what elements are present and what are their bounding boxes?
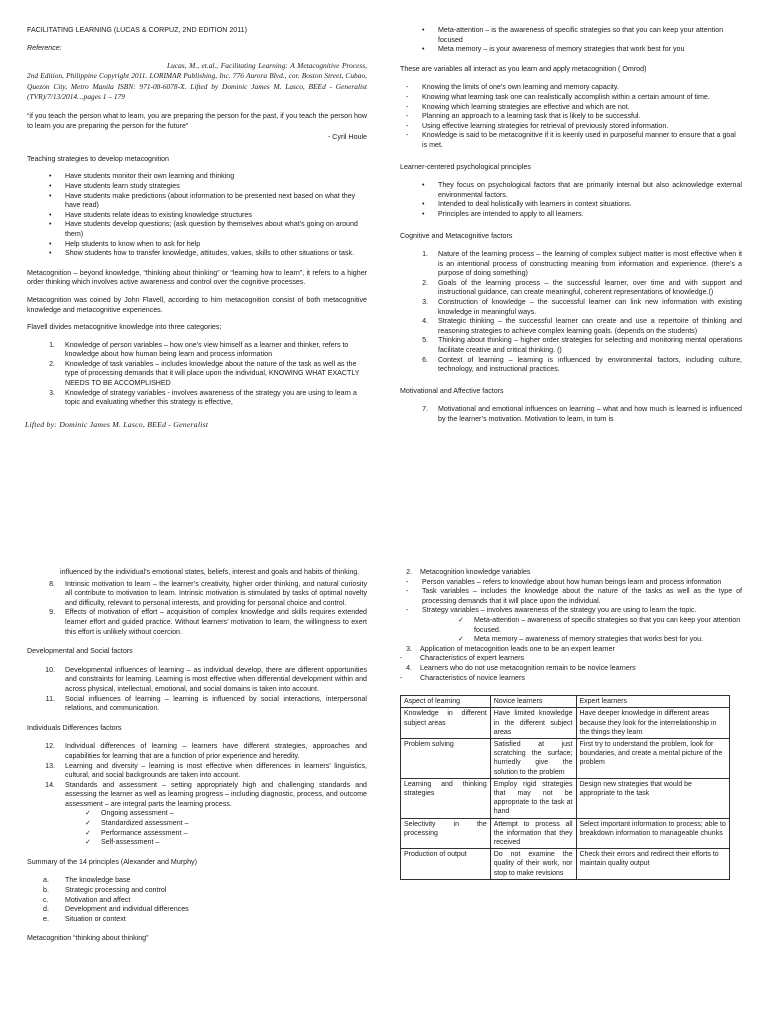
list-item: - Strategy variables – involves awareness of the strategy you are using to learn the topic. xyxy=(406,606,697,615)
quote-author: - Cyril Houle xyxy=(327,133,367,142)
list-item: • Help students to know when to ask for help xyxy=(49,239,201,248)
list-item: - Knowing what learning task one can realistically accomplish within a certain amount of time. xyxy=(406,92,710,101)
list-item: 2. Knowledge of task variables – includes knowledge about the nature of the task as well as the type of processing demands that it will place upon the individual, KNOWING WHAT EXACTLY NEEDS TO BE ACCOMPLISHED xyxy=(49,359,360,388)
list-item: 4. Strategic thinking – the successful learner can create and use a repertoire of thinking and reasoning strategies to achieve complex learning goals. (depends on the students) xyxy=(422,317,742,335)
learners-comparison-table xyxy=(400,695,730,880)
individual-differences-list xyxy=(27,742,367,809)
flavell-heading: Flavell divides metacognitive knowledge into three categories; xyxy=(27,323,222,332)
list-item: • Have students monitor their own learning and thinking xyxy=(49,172,235,181)
list-item: • Have students develop questions; (ask question by themselves about what’s going on around them) xyxy=(49,220,358,238)
table-cell: Satisfied at just scratching the surface; hurriedly give the solution to the problem xyxy=(490,738,576,778)
table-row xyxy=(401,738,730,778)
list-item: ✓ Standardized assessment – xyxy=(85,819,189,828)
table-header-row xyxy=(401,696,730,708)
table-cell: Learning and thinking strategies xyxy=(401,778,491,818)
list-item: 6. Context of learning – learning is influenced by environmental factors, including culture, technology, and instructional practices. xyxy=(422,355,742,374)
list-item: 3. Application of metacognition leads one to be an expert learner xyxy=(406,644,615,653)
list-item: e. Situation or context xyxy=(43,914,126,923)
list-item: • Meta memory – is your awareness of memory strategies that work best for you xyxy=(422,45,685,54)
list-item: • Have students learn study strategies xyxy=(49,181,180,190)
assessment-list xyxy=(27,809,367,847)
list-item: ✓ Meta memory – awareness of memory strategies that works best for you. xyxy=(458,635,704,644)
flavell-categories-list xyxy=(27,341,367,408)
table-header-cell: Expert learners xyxy=(576,696,730,708)
motivational-factors-list xyxy=(400,405,742,424)
cognitive-factors-list xyxy=(400,250,742,375)
metacognition-definition: Metacognition – beyond knowledge, “thinking about thinking” or “learning how to learn”, it refers to a higher order thinking which involves active awareness and control over the cognitive processes. xyxy=(27,268,367,287)
list-item: 8. Intrinsic motivation to learn – the learner’s creativity, higher order thinking, and natural curiosity all contribute to motivation to learn. Intrinsic motivation is stimulated by tasks of optimal novelty and difficulty, relevant to personal interests, and providing for personal choice and control. xyxy=(49,579,367,607)
table-cell: Knowledge in different subject areas xyxy=(401,708,491,739)
list-item: d. Development and individual differences xyxy=(43,905,189,914)
learner-centered-heading: Learner-centered psychological principles xyxy=(400,162,531,171)
metacognition-heading: Metacognition “thinking about thinking” xyxy=(27,934,149,943)
table-cell: Production of output xyxy=(401,849,491,880)
expert-char-list xyxy=(400,654,742,664)
table-cell: Check their errors and redirect their efforts to maintain quality output xyxy=(576,849,730,880)
continuation-text: influenced by the individual’s emotional states, beliefs, interest and goals and habits of thinking. xyxy=(60,568,360,576)
list-item: - Characteristics of novice learners xyxy=(400,673,525,682)
list-item: - Knowledge is said to be metacognitive if it is keenly used in purposeful manner to ensure that a goal is met. xyxy=(406,131,736,149)
table-cell: Problem solving xyxy=(401,738,491,778)
table-header-cell: Aspect of learning xyxy=(401,696,491,708)
teaching-strategies-heading: Teaching strategies to develop metacognition xyxy=(27,154,169,163)
list-item: - Using effective learning strategies for retrieval of previously stored information. xyxy=(406,121,669,130)
intrinsic-motivation-list xyxy=(27,580,367,638)
list-item: 2. Goals of the learning process – the successful learner, over time and with support and instructional guidance, can create meaningful, coherent representations of knowledge.() xyxy=(422,278,742,297)
table-row xyxy=(401,849,730,880)
summary-heading: Summary of the 14 principles (Alexander and Murphy) xyxy=(27,857,197,866)
footer-credit: Lifted by: Dominic James M. Lasco, BEEd - Generalist xyxy=(25,419,209,429)
meta-items-list xyxy=(400,26,742,55)
summary-list xyxy=(27,876,367,924)
list-item: 11. Social influences of learning – learning is influenced by social interactions, interpersonal relations, and communication. xyxy=(45,694,367,713)
list-item: b. Strategic processing and control xyxy=(43,886,167,895)
list-item: a. The knowledge base xyxy=(43,876,131,885)
point-4-list xyxy=(400,664,742,674)
list-item: • Meta-attention – is the awareness of specific strategies so that you can keep your attention focused xyxy=(422,26,724,44)
list-item: 12. Individual differences of learning – learners have different strategies, approaches and capabilities for learning that are a function of prior experience and heredity. xyxy=(45,742,367,760)
list-item: 1. Nature of the learning process – the learning of complex subject matter is most effective when it is an intentional process of constructing meaning from information and experience. (there’s a purpose of doing something) xyxy=(422,250,742,278)
page2-right-column xyxy=(400,568,742,880)
knowledge-variables-list xyxy=(400,578,742,616)
list-item: - Person variables – refers to knowledge about how human beings learn and process information xyxy=(406,577,722,586)
list-item: 9. Effects of motivation of effort – acquisition of complex knowledge and skills requires extended learner effort and guided practice. Without learners’ motivation to learn, the willingness to exert this effort is unlikely without coercion. xyxy=(49,608,367,636)
page1-right-column xyxy=(400,26,742,432)
motivational-factors-heading: Motivational and Affective factors xyxy=(400,386,504,395)
table-cell: First try to understand the problem, look for boundaries, and create a mental picture of the problem xyxy=(576,738,730,778)
quote-text: “if you teach the person what to learn, you are preparing the person for the past, if you teach the person how to learn you are preparing the person for the future” xyxy=(27,112,367,130)
list-item: - Planning an approach to a learning task that is likely to be successful. xyxy=(406,112,641,121)
list-item: 4. Learners who do not use metacognition remain to be novice learners xyxy=(406,663,636,672)
list-item: 10. Developmental influences of learning – as individual develop, there are different opportunities and constraints for learning. Learning is most effective when differential development within and across physical, intellectual, emotional, and social domains is taken into account. xyxy=(45,665,367,693)
table-header-cell: Novice learners xyxy=(490,696,576,708)
list-item: 13. Learning and diversity – learning is most effective when differences in learners’ linguistics, cultural, and social backgrounds are taken into account. xyxy=(45,761,367,780)
table-row xyxy=(401,708,730,739)
list-item: • Have students relate ideas to existing knowledge structures xyxy=(49,210,252,219)
novice-char-list xyxy=(400,674,742,684)
list-item: • Intended to deal holistically with learners in context situations. xyxy=(422,200,632,209)
list-item: ✓ Meta-attention – awareness of specific strategies so that you can keep your attention focused. xyxy=(458,615,741,634)
table-cell: Select important information to process; able to breakdown information to manageable chunks xyxy=(576,818,730,849)
teaching-strategies-list xyxy=(27,172,367,258)
cognitive-factors-heading: Cognitive and Metacognitive factors xyxy=(400,231,513,240)
variables-heading: These are variables all interact as you learn and apply metacognition ( Omrod) xyxy=(400,64,647,73)
list-item: 3. Knowledge of strategy variables - involves awareness of the strategy you are using to learn a topic and evaluating whether this strategy is effective, xyxy=(49,388,357,407)
list-item: 5. Thinking about thinking – higher order strategies for selecting and monitoring mental operations facilitate creative and critical thinking. () xyxy=(422,336,742,355)
list-item: • Have students make predictions (about information to be presented next based on what they have read) xyxy=(49,191,356,210)
list-item: • Principles are intended to apply to all learners. xyxy=(422,209,584,218)
point-3-list xyxy=(400,645,742,655)
list-item: c. Motivation and affect xyxy=(43,895,131,904)
list-item: - Knowing the limits of one’s own learning and memory capacity. xyxy=(406,83,619,92)
learner-principles-list xyxy=(400,181,742,219)
developmental-heading: Developmental and Social factors xyxy=(27,647,133,656)
list-item: 14. Standards and assessment – setting appropriately high and challenging standards and assessing the learner as well as learning progress – including diagnostic, process, and outcome assessment – are integral parts the learning process. xyxy=(45,780,367,808)
variables-list xyxy=(400,83,742,150)
document-title: FACILITATING LEARNING (LUCAS & CORPUZ, 2ND EDITION 2011) xyxy=(27,26,247,34)
list-item: ✓ Performance assessment – xyxy=(85,828,188,837)
flavell-paragraph: Metacognition was coined by John Flavell, according to him metacognition consist of both metacognitive knowledge and metacognitive experiences. xyxy=(27,295,367,314)
list-item: - Knowing which learning strategies are effective and which are not. xyxy=(406,102,630,111)
list-item: - Characteristics of expert learners xyxy=(400,654,525,663)
table-cell: Employ rigid strategies that may not be appropriate to the task at hand xyxy=(490,778,576,818)
list-item: ✓ Ongoing assessment – xyxy=(85,809,174,818)
page1-left-column xyxy=(27,26,367,429)
table-cell: Do not examine the quality of their work, nor stop to make revisions xyxy=(490,849,576,880)
table-cell: Attempt to process all the information that they received xyxy=(490,818,576,849)
table-row xyxy=(401,818,730,849)
reference-text: Lucas, M., et.al., Facilitating Learning: A Metacognitive Process, 2nd Edition, Philippine Copyright 2011. LORIMAR Publishing, Inc. 776 Aurora Blvd., cor. Boston Street, Cubao, Quezon City, Metro Manila ISBN: 971-08-6078-X. Lifted by Dominic James M. Lasco, BEEd - Generalist (TVR)/7/13/2014…pages 1 – 179 xyxy=(27,61,367,101)
list-item: • They focus on psychological factors that are primarily internal but also acknowledge external environmental factors. xyxy=(422,181,742,199)
table-row xyxy=(401,778,730,818)
list-item: - Task variables – includes the knowledge about the nature of the tasks as well as the type of processing demands that it will place upon the individual. xyxy=(406,587,742,605)
table-cell: Selectivity in the processing xyxy=(401,818,491,849)
meta-strategies-list xyxy=(400,616,742,645)
page2-left-column xyxy=(27,568,367,951)
developmental-list xyxy=(27,666,367,714)
table-cell: Design new strategies that would be appropriate to the task xyxy=(576,778,730,818)
list-item: • Show students how to transfer knowledge, attitudes, values, skills to other situations or task. xyxy=(49,249,355,258)
list-item: 7. Motivational and emotional influences on learning – what and how much is learned is influenced by the learner’s motivation. Motivation to learn, in turn is xyxy=(422,405,742,423)
reference-label: Reference: xyxy=(27,43,62,52)
table-cell: Have deeper knowledge in different areas because they look for the interrelationship in the things they learn xyxy=(576,708,730,739)
table-cell: Have limited knowledge in the different subject areas xyxy=(490,708,576,739)
point-2-list xyxy=(400,568,742,578)
list-item: ✓ Self-assessment – xyxy=(85,838,160,847)
list-item: 2. Metacognition knowledge variables xyxy=(406,568,531,576)
list-item: 1. Knowledge of person variables – how one’s view himself as a learner and thinker, refers to knowledge about how human being learn and process information xyxy=(49,340,349,359)
list-item: 3. Construction of knowledge – the successful learner can link new information with existing knowledge in meaningful ways. xyxy=(422,298,742,316)
individual-differences-heading: Individuals Differences factors xyxy=(27,723,122,732)
